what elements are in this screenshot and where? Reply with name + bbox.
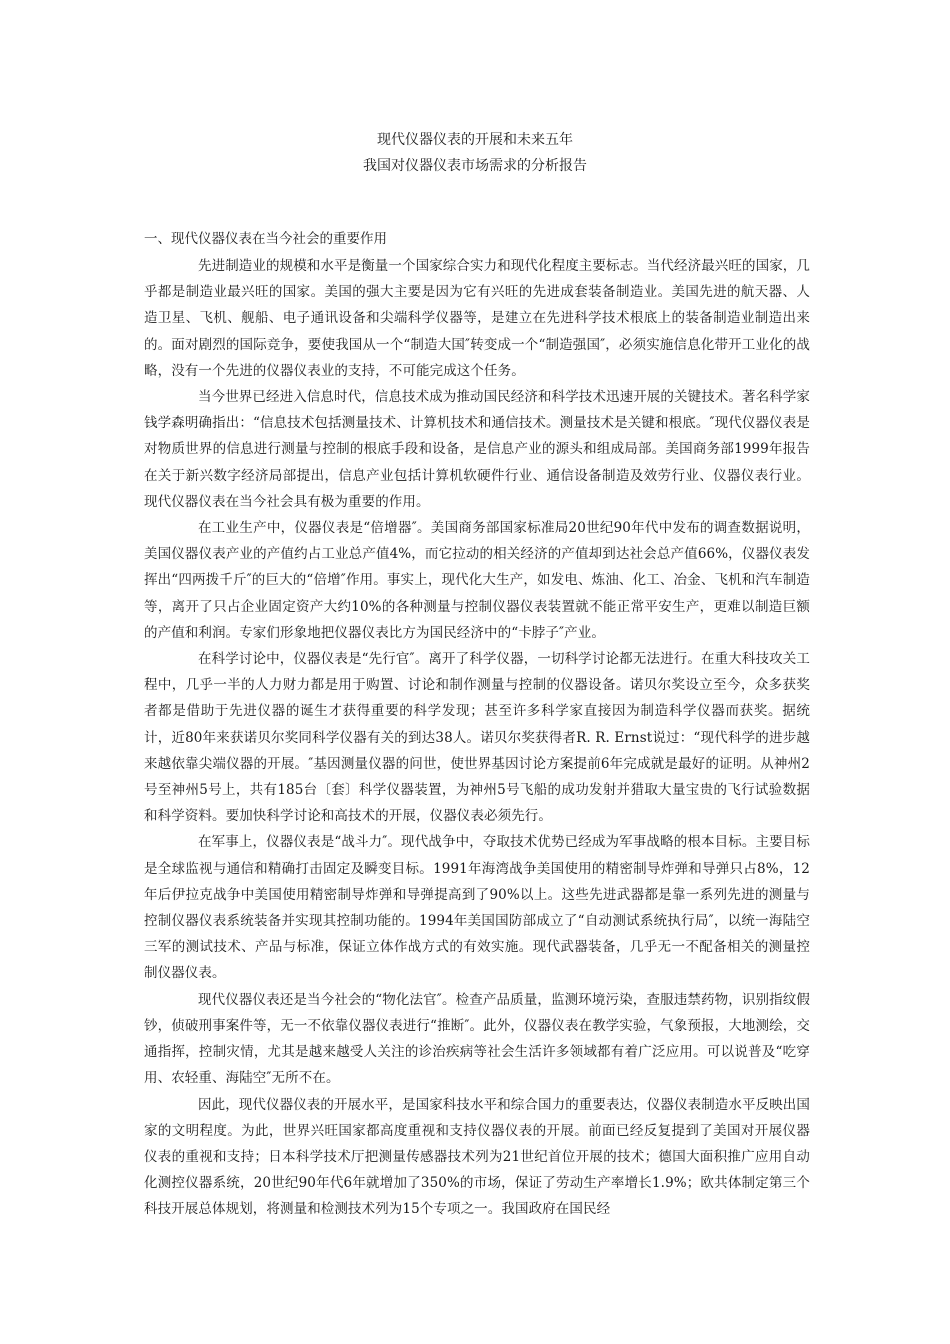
- paragraph: 先进制造业的规模和水平是衡量一个国家综合实力和现代化程度主要标志。当代经济最兴旺的国家，几乎都是制造业最兴旺的国家。美国的强大主要是因为它有兴旺的先进成套装备制造业。美国先进的航天器、人造卫星、飞机、舰船、电子通讯设备和尖端科学仪器等，是建立在先进科学技术根底上的装备制造业制造出来的。面对剧烈的国际竞争，要使我国从一个“制造大国″转变成一个“制造强国″，必须实施信息化带开工业化的战略，没有一个先进的仪器仪表业的支持，不可能完成这个任务。: [144, 258, 810, 379]
- title-block: [0, 127, 950, 179]
- document-body: [144, 226, 810, 1223]
- document-title: 现代仪器仪表的开展和未来五年: [377, 132, 573, 148]
- paragraph: 在科学讨论中，仪器仪表是“先行官″。离开了科学仪器，一切科学讨论都无法进行。在重大科技攻关工程中，几乎一半的人力财力都是用于购置、讨论和制作测量与控制的仪器设备。诺贝尔奖设立至今，众多获奖者都是借助于先进仪器的诞生才获得重要的科学发现；甚至许多科学家直接因为制造科学仪器而获奖。据统计，近80年来获诺贝尔奖同科学仪器有关的到达38人。诺贝尔奖获得者R. R. Ernst说过：“现代科学的进步越来越依靠尖端仪器的开展。″基因测量仪器的问世，使世界基因讨论方案提前6年完成就是最好的证明。从神州2号至神州5号上，共有185台〔套〕科学仪器装置，为神州5号飞船的成功发射并猎取大量宝贵的飞行试验数据和科学资料。要加快科学讨论和高技术的开展，仪器仪表必须先行。: [144, 651, 810, 825]
- paragraph: 当今世界已经进入信息时代，信息技术成为推动国民经济和科学技术迅速开展的关键技术。著名科学家钱学森明确指出：“信息技术包括测量技术、计算机技术和通信技术。测量技术是关键和根底。″现代仪器仪表是对物质世界的信息进行测量与控制的根底手段和设备，是信息产业的源头和组成局部。美国商务部1999年报告在关于新兴数字经济局部提出，信息产业包括计算机软硬件行业、通信设备制造及效劳行业、仪器仪表行业。现代仪器仪表在当今社会具有极为重要的作用。: [144, 389, 810, 510]
- paragraph: 在军事上，仪器仪表是“战斗力″。现代战争中，夺取技术优势已经成为军事战略的根本目标。主要目标是全球监视与通信和精确打击固定及瞬变目标。1991年海湾战争美国使用的精密制导炸弹和导弹只占8%，12年后伊拉克战争中美国使用精密制导炸弹和导弹提高到了90%以上。这些先进武器都是靠一系列先进的测量与控制仪器仪表系统装备并实现其控制功能的。1994年美国国防部成立了“自动测试系统执行局″，以统一海陆空三军的测试技术、产品与标准，保证立体作战方式的有效实施。现代武器装备，几乎无一不配备相关的测量控制仪器仪表。: [144, 834, 810, 982]
- document-subtitle: 我国对仪器仪表市场需求的分析报告: [363, 158, 587, 174]
- paragraph: 在工业生产中，仪器仪表是“倍增器″。美国商务部国家标准局20世纪90年代中发布的调查数据说明，美国仪器仪表产业的产值约占工业总产值4%，而它拉动的相关经济的产值却到达社会总产值66%，仪器仪表发挥出“四两拨千斤″的巨大的“倍增″作用。事实上，现代化大生产，如发电、炼油、化工、冶金、飞机和汽车制造等，离开了只占企业固定资产大约10%的各种测量与控制仪器仪表装置就不能正常平安生产，更难以制造巨额的产值和利润。专家们形象地把仪器仪表比方为国民经济中的“卡脖子″产业。: [144, 520, 810, 641]
- section-heading: 一、现代仪器仪表在当今社会的重要作用: [144, 231, 387, 247]
- paragraph: 因此，现代仪器仪表的开展水平，是国家科技水平和综合国力的重要表达，仪器仪表制造水平反映出国家的文明程度。为此，世界兴旺国家都高度重视和支持仪器仪表的开展。前面已经反复提到了美国对开展仪器仪表的重视和支持；日本科学技术厅把测量传感器技术列为21世纪首位开展的技术；德国大面积推广应用自动化测控仪器系统，20世纪90年代6年就增加了350%的市场，保证了劳动生产率增长1.9%；欧共体制定第三个科技开展总体规划，将测量和检测技术列为15个专项之一。我国政府在国民经: [144, 1096, 810, 1218]
- paragraph: 现代仪器仪表还是当今社会的“物化法官″。检查产品质量，监测环境污染，查服违禁药物，识别指纹假钞，侦破刑事案件等，无一不依靠仪器仪表进行“推断″。此外，仪器仪表在教学实验，气象预报，大地测绘，交通指挥，控制灾情，尤其是越来越受人关注的诊治疾病等社会生活许多领域都有着广泛应用。可以说普及“吃穿用、农轻重、海陆空″无所不在。: [144, 991, 810, 1087]
